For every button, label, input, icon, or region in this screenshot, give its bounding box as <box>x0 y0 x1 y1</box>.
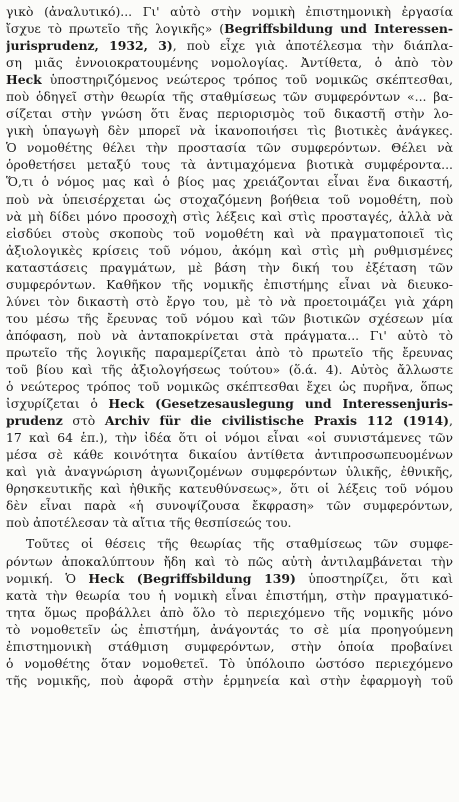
text-line: ἐπιστημονικὴ στάθμιση συμφερόντων, στὴν ὁποία προβαίνει <box>6 638 453 654</box>
text-line: του μέσω τῆς ἔρευνας τοῦ νόμου καὶ τῶν βιοτικῶν σχέσεων μία <box>6 310 453 326</box>
text-line: δὲν εἶναι παρὰ «ἡ συνοψίζουσα ἔκφραση» τῶν συμφερόντων, <box>6 498 453 514</box>
text-line: ποὺ ἀποτέλεσαν τὰ αἴτια τῆς θεσπίσεώς του. <box>6 515 292 531</box>
text-line: γικὴ ὑπαγωγὴ δὲν μπορεῖ νὰ ἱκανοποιήσει τὶς βιοτικὲς ἀνάγκες. <box>6 123 453 139</box>
text-line: συμφερόντων. Καθῆκον τῆς νομικῆς ἐπιστήμης εἶναι νὰ διευκο- <box>6 276 453 292</box>
text-line: 17 καὶ 64 ἑπ.), τὴν ἰδέα ὅτι οἱ νόμοι εἶναι «οἱ συνιστάμενες τῶν <box>6 430 453 446</box>
text-line: τὸ νομοθετεῖν ὡς ἐπιστήμη, ἀνάγοντάς το σὲ μία προηγούμενη <box>6 621 453 637</box>
text-line: ὁ νεώτερος τρόπος τοῦ νομικῶς σκέπτεσθαι ἔχει ὡς πυρῆνα, ὅπως <box>6 379 453 395</box>
text-line: τῆς νομικῆς, ποὺ ἀφορᾶ στὴν ἑρμηνεία καὶ στὴν ἐφαρμογὴ τοῦ <box>6 672 453 688</box>
text-line: σίζεται στὴν γνώση ὅτι ἕνας περιορισμὸς τοῦ δικαστῆ στὴν λο- <box>6 106 453 122</box>
document-body <box>6 3 453 689</box>
text-line: τητα ὅμως προβάλλει ἀπὸ ὅλο τὸ περιεχόμενο τῆς νομικῆς μόνο <box>6 604 453 620</box>
text-line: εἰσδύει στοὺς σκοποὺς τοῦ νομοθέτη καὶ νὰ πραγματοποιεῖ τὶς <box>6 225 453 241</box>
text-line: καὶ γιὰ ἀναγνώριση ἀγωνιζομένων συμφερόντων ὑλικῆς, ἐθνικῆς, <box>6 464 453 480</box>
paragraph-1 <box>6 3 453 531</box>
text-line: jurisprudenz, 1932, 3), ποὺ εἶχε γιὰ ἀποτέλεσμα τὴν διάπλα- <box>6 38 453 54</box>
text-line: Τοῦτες οἱ θέσεις τῆς θεωρίας τῆς σταθμίσεως τῶν συμφε- <box>26 536 453 552</box>
text-line: θρησκευτικῆς καὶ ἠθικῆς κατευθύνσεως», ὅτι οἱ λέξεις τοῦ νόμου <box>6 481 453 497</box>
text-line: κατὰ τὴν θεωρία του ἡ νομικὴ εἶναι ἐπιστήμη, στὴν πραγματικό- <box>6 587 453 603</box>
paragraph-2 <box>6 535 453 688</box>
text-line: πρωτεῖο τῆς λογικῆς παραμερίζεται ἀπὸ τὸ πρωτεῖο τῆς ἔρευνας <box>6 344 453 360</box>
text-line: Heck ὑποστηριζόμενος νεώτερος τρόπος τοῦ νομικῶς σκέπτεσθαι, <box>6 72 453 88</box>
text-line: ἀξιολογικὲς κρίσεις τοῦ νόμου, ἀκόμη καὶ στὶς μὴ ρυθμισμένες <box>6 242 453 258</box>
text-line: ποὺ νὰ ὑπεισέρχεται ὡς στοχαζόμενη βοήθεια τοῦ νομοθέτη, ποὺ <box>6 191 453 207</box>
text-line: ἴσχυε τὸ πρωτεῖο τῆς λογικῆς» (Begriffsbildung und Interessen- <box>6 21 453 37</box>
text-line: ποὺ ὁδηγεῖ στὴν θεωρία τῆς σταθμίσεως τῶν συμφερόντων «... βα- <box>6 89 453 105</box>
text-line: καταστάσεις πραγμάτων, μὲ βάση τὴν δική του ἐξέταση τῶν <box>6 259 453 275</box>
text-line: ρόντων ἀποκαλύπτουν ἤδη καὶ τὸ πῶς αὐτὴ ἀντιλαμβάνεται τὴν <box>6 553 453 569</box>
text-line: γικὸ (ἀναλυτικό)... Γι' αὐτὸ στὴν νομικὴ ἐπιστημονικὴ ἐργασία <box>6 4 453 19</box>
text-line: ἀπόφαση, ποὺ νὰ ἀνταποκρίνεται στὰ πράγματα... Γι' αὐτὸ τὸ <box>6 327 453 343</box>
text-line: τοῦ βίου καὶ τῆς ἀξιολογήσεως τούτου» (ὅ.ά. 4). Αὐτὸς ἄλλωστε <box>6 361 453 377</box>
text-line: νομική. Ὁ Heck (Begriffsbildung 139) ὑποστηρίζει, ὅτι καὶ <box>6 570 453 586</box>
text-line: prudenz στὸ Archiv für die civilistische Praxis 112 (1914), <box>6 413 453 429</box>
text-line: ὁ νομοθέτης ὅταν νομοθετεῖ. Τὸ ὑπόλοιπο ὡστόσο περιεχόμενο <box>6 655 453 671</box>
text-line: ὁροθετήσει μεταξύ τους τὰ ἀντιμαχόμενα βιοτικὰ συμφέροντα... <box>6 157 453 173</box>
text-line: ἰσχυρίζεται ὁ Heck (Gesetzesauslegung und Interessenjuris- <box>6 396 453 412</box>
text-line: ση μιᾶς ἐννοιοκρατουμένης νομολογίας. Ἀντίθετα, ὁ ἀπὸ τὸν <box>6 55 453 71</box>
text-line: Ὅ,τι ὁ νόμος μας καὶ ὁ βίος μας χρειάζονται εἶναι ἕνα δικαστή, <box>6 174 453 190</box>
text-line: μέσα σὲ κάθε κοινότητα δικαίου ἀντίθετα ἀντιπροσωπευομένων <box>6 447 453 463</box>
text-line: νὰ μὴ δίδει μόνο προσοχὴ στὶς λέξεις καὶ στὶς προσταγές, ἀλλὰ νὰ <box>6 208 453 224</box>
text-line: λύνει τὸν δικαστὴ στὸ ἔργο του, μὲ τὸ νὰ προετοιμάζει γιὰ χάρη <box>6 293 453 309</box>
text-line: Ὁ νομοθέτης θέλει τὴν προστασία τῶν συμφερόντων. Θέλει νὰ <box>6 140 453 156</box>
